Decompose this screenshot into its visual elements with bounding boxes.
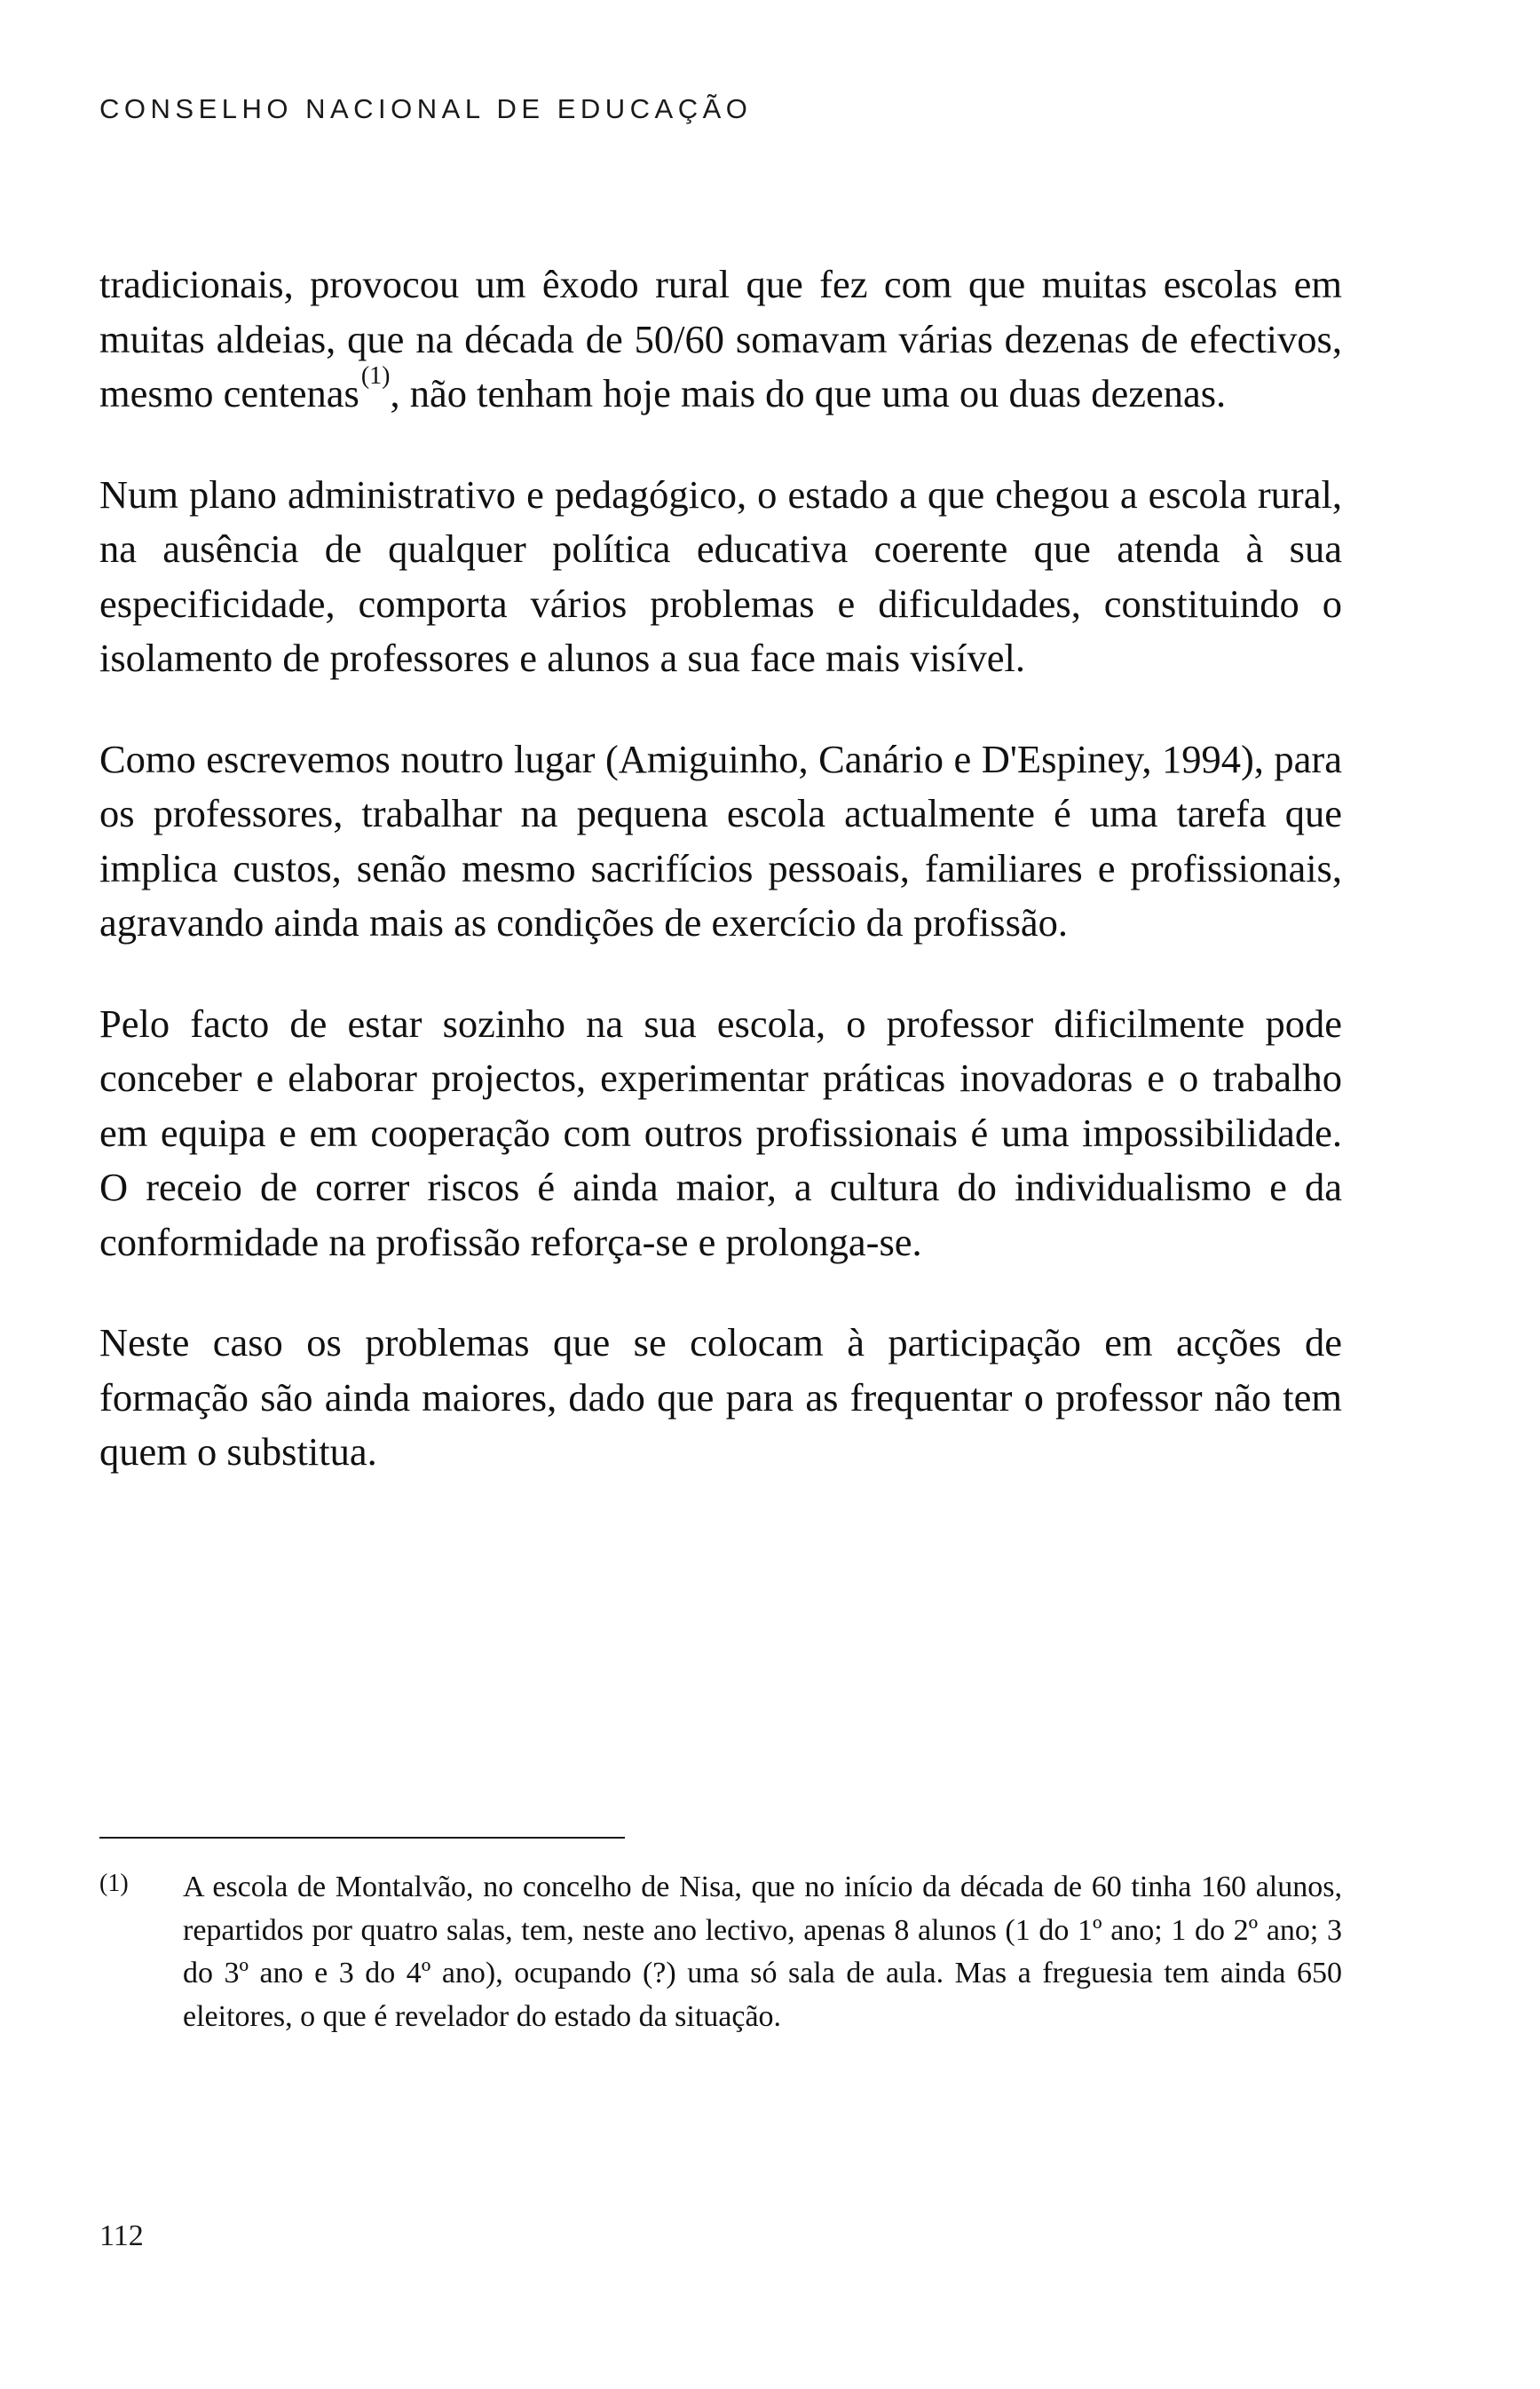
body-text xyxy=(99,257,1342,1526)
footnote-text: A escola de Montalvão, no concelho de Nisa, que no início da década de 60 tinha 160 alunos, repartidos por quatro salas, tem, neste ano lectivo, apenas 8 alunos (1 do 1º ano; 1 do 2º ano; 3 do 3º ano e 3 do 4º ano), ocupando (?) uma só sala de aula. Mas a freguesia tem ainda 650 eleitores, o que é revelador do estado da situação. xyxy=(183,1871,1342,2033)
paragraph-1 xyxy=(99,257,1342,422)
paragraph-1-text-b: , não tenham hoje mais do que uma ou duas dezenas. xyxy=(390,371,1227,415)
footnote xyxy=(99,1866,1342,2038)
paragraph-1-text-a: tradicionais, provocou um êxodo rural que fez com que muitas escolas em muitas aldeias, que na década de 50/60 somavam várias dezenas de efectivos, mesmo centenas xyxy=(99,262,1342,415)
running-header: CONSELHO NACIONAL DE EDUCAÇÃO xyxy=(99,93,753,124)
footnote-marker: (1) xyxy=(99,1870,129,1897)
paragraph-4: Pelo facto de estar sozinho na sua escola, o professor dificilmente pode conceber e elaborar projectos, experimentar práticas inovadoras e o trabalho em equipa e em cooperação com outros profissionais é uma impossibilidade. O receio de correr riscos é ainda maior, a cultura do individualismo e da conformidade na profissão reforça-se e prolonga-se. xyxy=(99,1001,1342,1264)
footnote-reference[interactable]: (1) xyxy=(360,362,391,390)
paragraph-5: Neste caso os problemas que se colocam à participação em acções de formação são ainda maiores, dado que para as frequentar o professor não tem quem o substitua. xyxy=(99,1320,1342,1474)
paragraph-3: Como escrevemos noutro lugar (Amiguinho, Canário e D'Espiney, 1994), para os professores, trabalhar na pequena escola actualmente é uma tarefa que implica custos, senão mesmo sacrifícios pessoais, familiares e profissionais, agravando ainda mais as condições de exercício da profissão. xyxy=(99,736,1342,945)
page-number: 112 xyxy=(99,2219,144,2252)
footnote-divider xyxy=(99,1837,625,1839)
paragraph-2: Num plano administrativo e pedagógico, o estado a que chegou a escola rural, na ausência de qualquer política educativa coerente que atenda à sua especificidade, comporta vários problemas e dificuldades, constituindo o isolamento de professores e alunos a sua face mais visível. xyxy=(99,471,1342,680)
